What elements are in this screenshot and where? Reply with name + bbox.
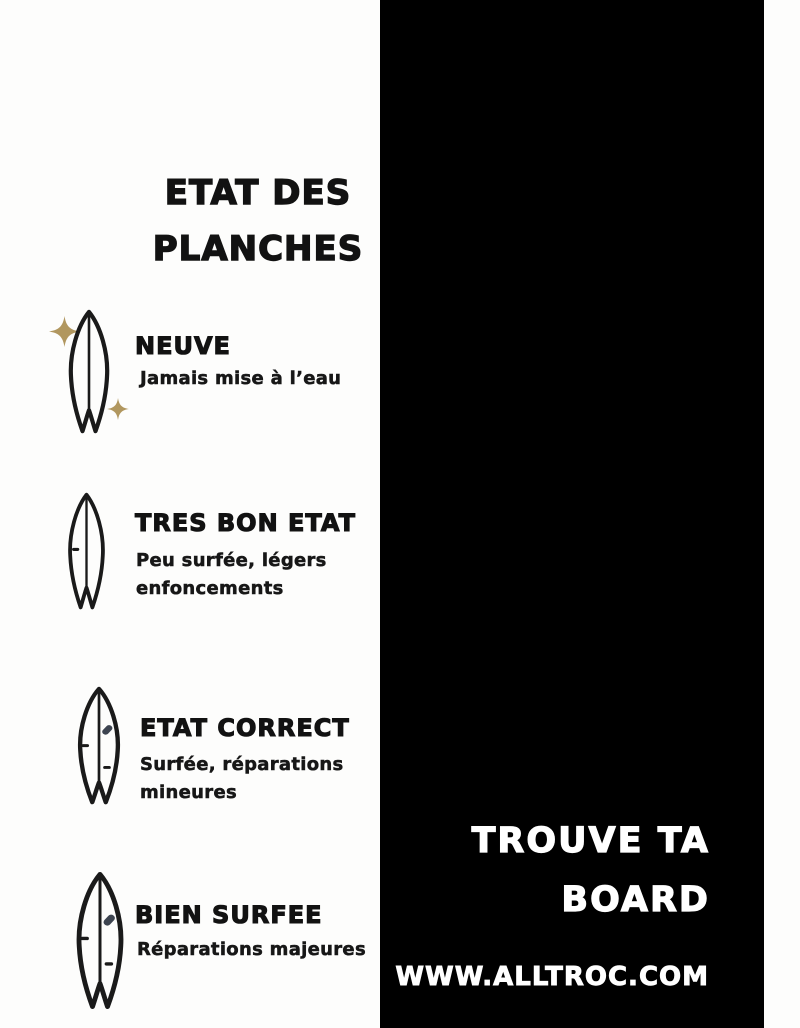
ding-mark: [72, 548, 79, 551]
website-url: WWW.ALLTROC.COM: [395, 962, 709, 992]
headline-line1: TROUVE TA: [471, 821, 710, 861]
condition-label-bien-surfee: BIEN SURFEE: [135, 901, 323, 929]
repair-patch: [101, 724, 114, 736]
page-title-line1: ETAT DES: [164, 173, 352, 213]
condition-desc-tres-bon-etat: Peu surfée, légers enfoncements: [136, 550, 327, 599]
repair-patch: [102, 913, 116, 927]
headline-line2: BOARD: [561, 880, 710, 920]
page-title-line2: PLANCHES: [152, 229, 364, 269]
surfboard-major-repairs-icon: [70, 871, 130, 1011]
ding-mark: [81, 744, 89, 747]
condition-label-neuve: NEUVE: [135, 332, 231, 360]
condition-desc-etat-correct: Surfée, réparations mineures: [140, 754, 344, 803]
condition-desc-bien-surfee: Réparations majeures: [137, 939, 366, 960]
ding-mark: [103, 766, 111, 769]
surfboard-pristine-icon: [63, 309, 115, 435]
right-panel: [380, 0, 764, 1028]
headline: [472, 812, 710, 930]
ding-mark: [105, 962, 114, 965]
ding-mark: [80, 937, 89, 940]
page-title: [108, 165, 408, 277]
condition-label-tres-bon-etat: TRES BON ETAT: [135, 509, 357, 537]
surfboard-minor-repairs-icon: [72, 686, 126, 806]
condition-label-etat-correct: ETAT CORRECT: [140, 714, 350, 742]
condition-desc-neuve: Jamais mise à l’eau: [140, 368, 342, 389]
surfboard-one-ding-icon: [63, 492, 110, 611]
